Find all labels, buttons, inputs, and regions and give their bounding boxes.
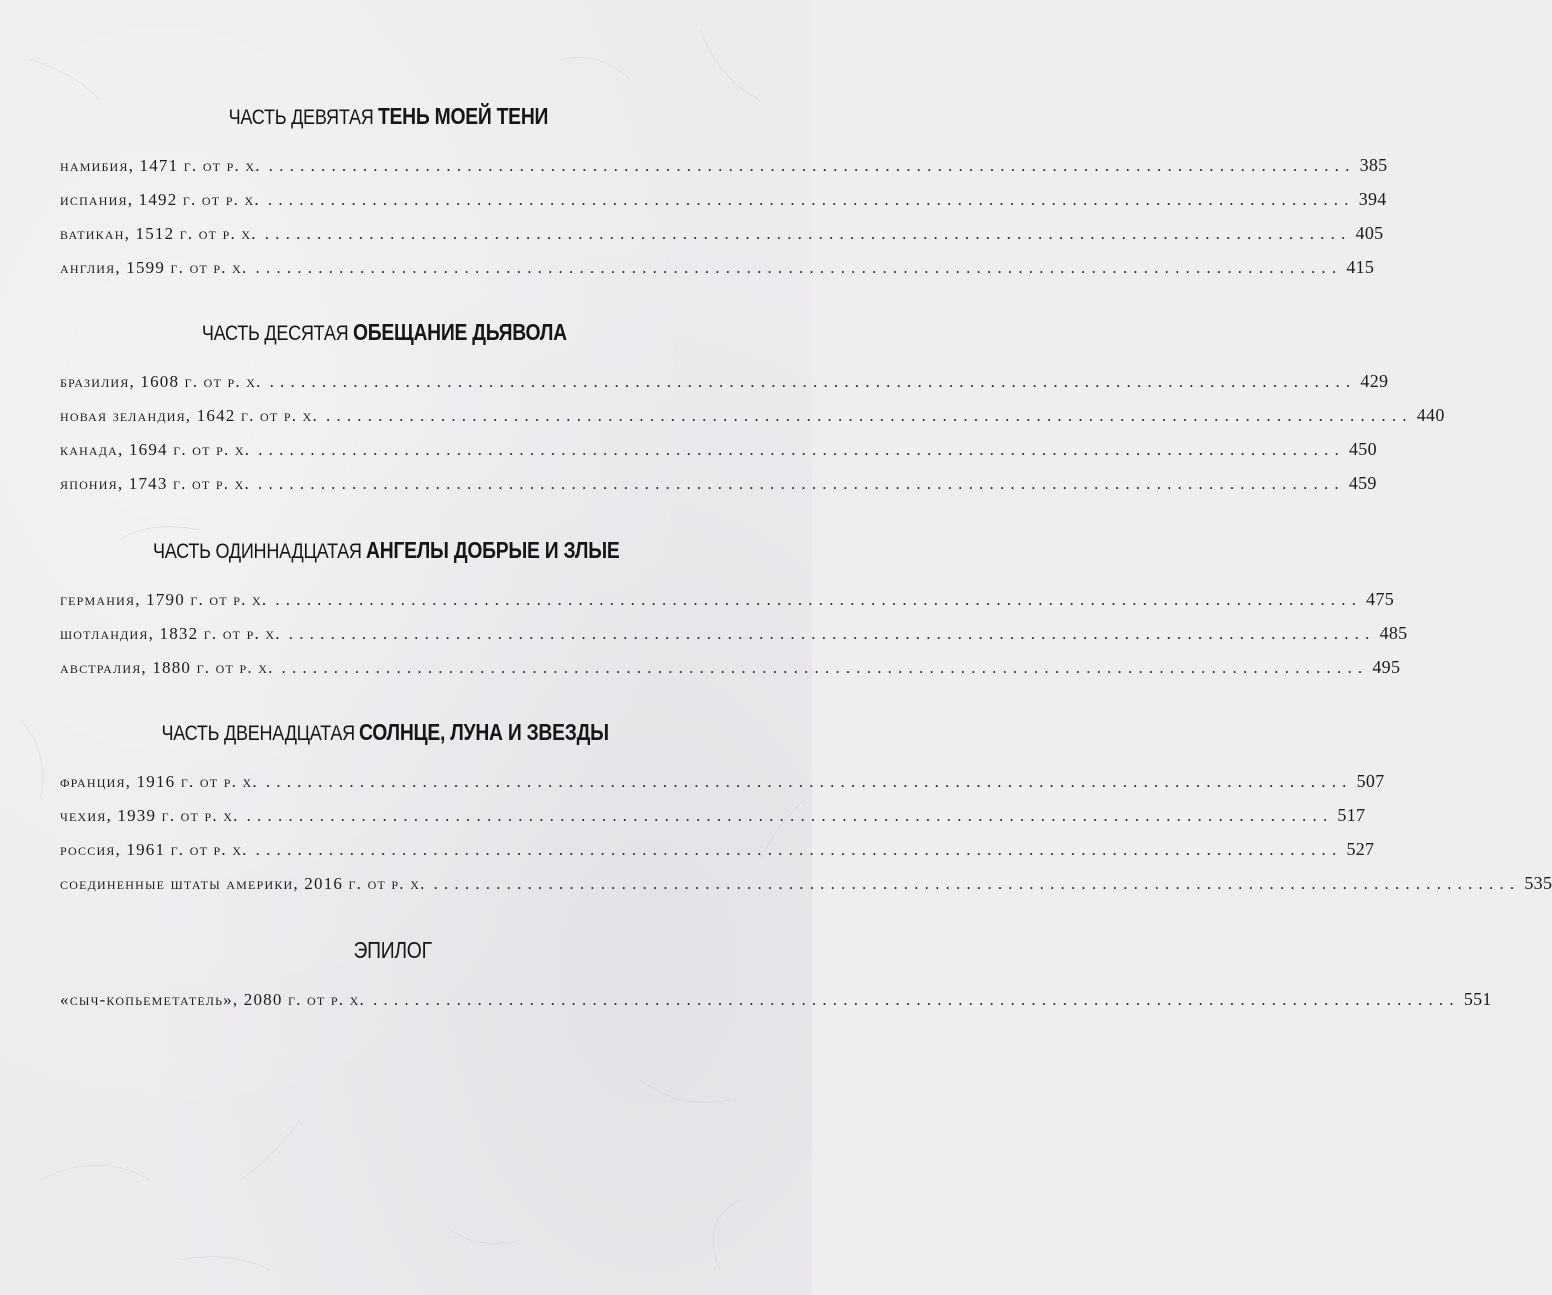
part-twelve bbox=[60, 710, 1552, 900]
entry-label: германия, 1790 г. от р. х. bbox=[60, 590, 268, 609]
entry-label: чехия, 1939 г. от р. х. bbox=[60, 806, 239, 825]
dot-leader: ........................................................................................................ bbox=[265, 772, 1353, 791]
toc-entry bbox=[60, 182, 1387, 216]
dot-leader: ........................................................................................................ bbox=[258, 440, 1345, 459]
entry-label: соединенные штаты америки, 2016 г. от р. х. bbox=[60, 874, 426, 893]
entry-label: шотландия, 1832 г. от р. х. bbox=[60, 624, 281, 643]
dot-leader: ........................................................................................................ bbox=[255, 840, 1343, 859]
dot-leader: ........................................................................................................ bbox=[373, 990, 1460, 1009]
entry-label: бразилия, 1608 г. от р. х. bbox=[60, 372, 262, 391]
entry-page-number: 429 bbox=[1360, 371, 1389, 391]
dot-leader: ........................................................................................................ bbox=[288, 624, 1376, 643]
entry-page-number: 527 bbox=[1346, 839, 1375, 859]
part-label: ЧАСТЬ ДЕСЯТАЯ bbox=[202, 322, 349, 345]
toc-entry bbox=[60, 832, 1375, 866]
toc-entry bbox=[60, 764, 1385, 798]
entry-page-number: 405 bbox=[1355, 223, 1384, 243]
toc-entry bbox=[60, 982, 1492, 1016]
part-title: ЭПИЛОГ bbox=[353, 937, 433, 963]
entry-page-number: 535 bbox=[1524, 873, 1552, 893]
entry-label: испания, 1492 г. от р. х. bbox=[60, 190, 260, 209]
entry-page-number: 415 bbox=[1346, 257, 1375, 277]
part-heading bbox=[60, 94, 726, 138]
toc-entry bbox=[60, 398, 1445, 432]
entry-label: франция, 1916 г. от р. х. bbox=[60, 772, 258, 791]
entry-page-number: 385 bbox=[1359, 155, 1388, 175]
entry-label: намибия, 1471 г. от р. х. bbox=[60, 156, 261, 175]
part-label: ЧАСТЬ ДВЕНАДЦАТАЯ bbox=[161, 722, 355, 745]
entry-page-number: 495 bbox=[1372, 657, 1401, 677]
part-title: АНГЕЛЫ ДОБРЫЕ И ЗЛЫЕ bbox=[365, 537, 620, 563]
dot-leader: ........................................................................................................ bbox=[433, 874, 1521, 893]
entry-page-number: 459 bbox=[1348, 473, 1377, 493]
entry-page-number: 440 bbox=[1416, 405, 1445, 425]
dot-leader: ........................................................................................................ bbox=[264, 224, 1352, 243]
toc-entry bbox=[60, 432, 1377, 466]
dot-leader: ........................................................................................................ bbox=[281, 658, 1369, 677]
dot-leader: ........................................................................................................ bbox=[246, 806, 1334, 825]
part-nine bbox=[60, 94, 1388, 284]
dot-leader: ........................................................................................................ bbox=[275, 590, 1363, 609]
epilogue bbox=[60, 928, 1492, 1016]
entry-label: «сыч-копьеметатель», 2080 г. от р. х. bbox=[60, 990, 365, 1009]
toc-entry bbox=[60, 616, 1408, 650]
toc-entry bbox=[60, 148, 1388, 182]
toc-entry bbox=[60, 582, 1395, 616]
entry-label: канада, 1694 г. от р. х. bbox=[60, 440, 251, 459]
entry-page-number: 485 bbox=[1379, 623, 1408, 643]
toc-entry bbox=[60, 216, 1384, 250]
dot-leader: ........................................................................................................ bbox=[258, 474, 1345, 493]
entry-label: австралия, 1880 г. от р. х. bbox=[60, 658, 274, 677]
part-heading bbox=[60, 928, 726, 972]
part-heading bbox=[60, 528, 726, 572]
entry-page-number: 475 bbox=[1366, 589, 1395, 609]
toc-entry bbox=[60, 250, 1375, 284]
entry-page-number: 551 bbox=[1463, 989, 1492, 1009]
entry-label: новая зеландия, 1642 г. от р. х. bbox=[60, 406, 318, 425]
dot-leader: ........................................................................................................ bbox=[255, 258, 1343, 277]
entry-label: япония, 1743 г. от р. х. bbox=[60, 474, 250, 493]
part-label: ЧАСТЬ ДЕВЯТАЯ bbox=[228, 106, 374, 129]
part-title: ОБЕЩАНИЕ ДЬЯВОЛА bbox=[353, 319, 567, 345]
entry-label: англия, 1599 г. от р. х. bbox=[60, 258, 248, 277]
toc-entry bbox=[60, 466, 1377, 500]
part-ten bbox=[60, 310, 1445, 500]
entry-page-number: 517 bbox=[1337, 805, 1366, 825]
part-title: СОЛНЦЕ, ЛУНА И ЗВЕЗДЫ bbox=[358, 719, 609, 745]
toc-entry bbox=[60, 866, 1552, 900]
part-heading bbox=[60, 310, 726, 354]
entry-page-number: 450 bbox=[1349, 439, 1377, 459]
part-label: ЧАСТЬ ОДИННАДЦАТАЯ bbox=[152, 540, 362, 563]
entry-label: россия, 1961 г. от р. х. bbox=[60, 840, 248, 859]
part-eleven bbox=[60, 528, 1408, 684]
entry-page-number: 507 bbox=[1356, 771, 1385, 791]
dot-leader: ........................................................................................................ bbox=[269, 372, 1357, 391]
entry-label: ватикан, 1512 г. от р. х. bbox=[60, 224, 257, 243]
dot-leader: ........................................................................................................ bbox=[268, 156, 1356, 175]
toc-entry bbox=[60, 364, 1389, 398]
dot-leader: ........................................................................................................ bbox=[325, 406, 1413, 425]
toc-entry bbox=[60, 798, 1366, 832]
dot-leader: ........................................................................................................ bbox=[267, 190, 1355, 209]
part-title: ТЕНЬ МОЕЙ ТЕНИ bbox=[378, 103, 549, 129]
entry-page-number: 394 bbox=[1358, 189, 1387, 209]
toc-entry bbox=[60, 650, 1401, 684]
part-heading bbox=[60, 710, 726, 754]
